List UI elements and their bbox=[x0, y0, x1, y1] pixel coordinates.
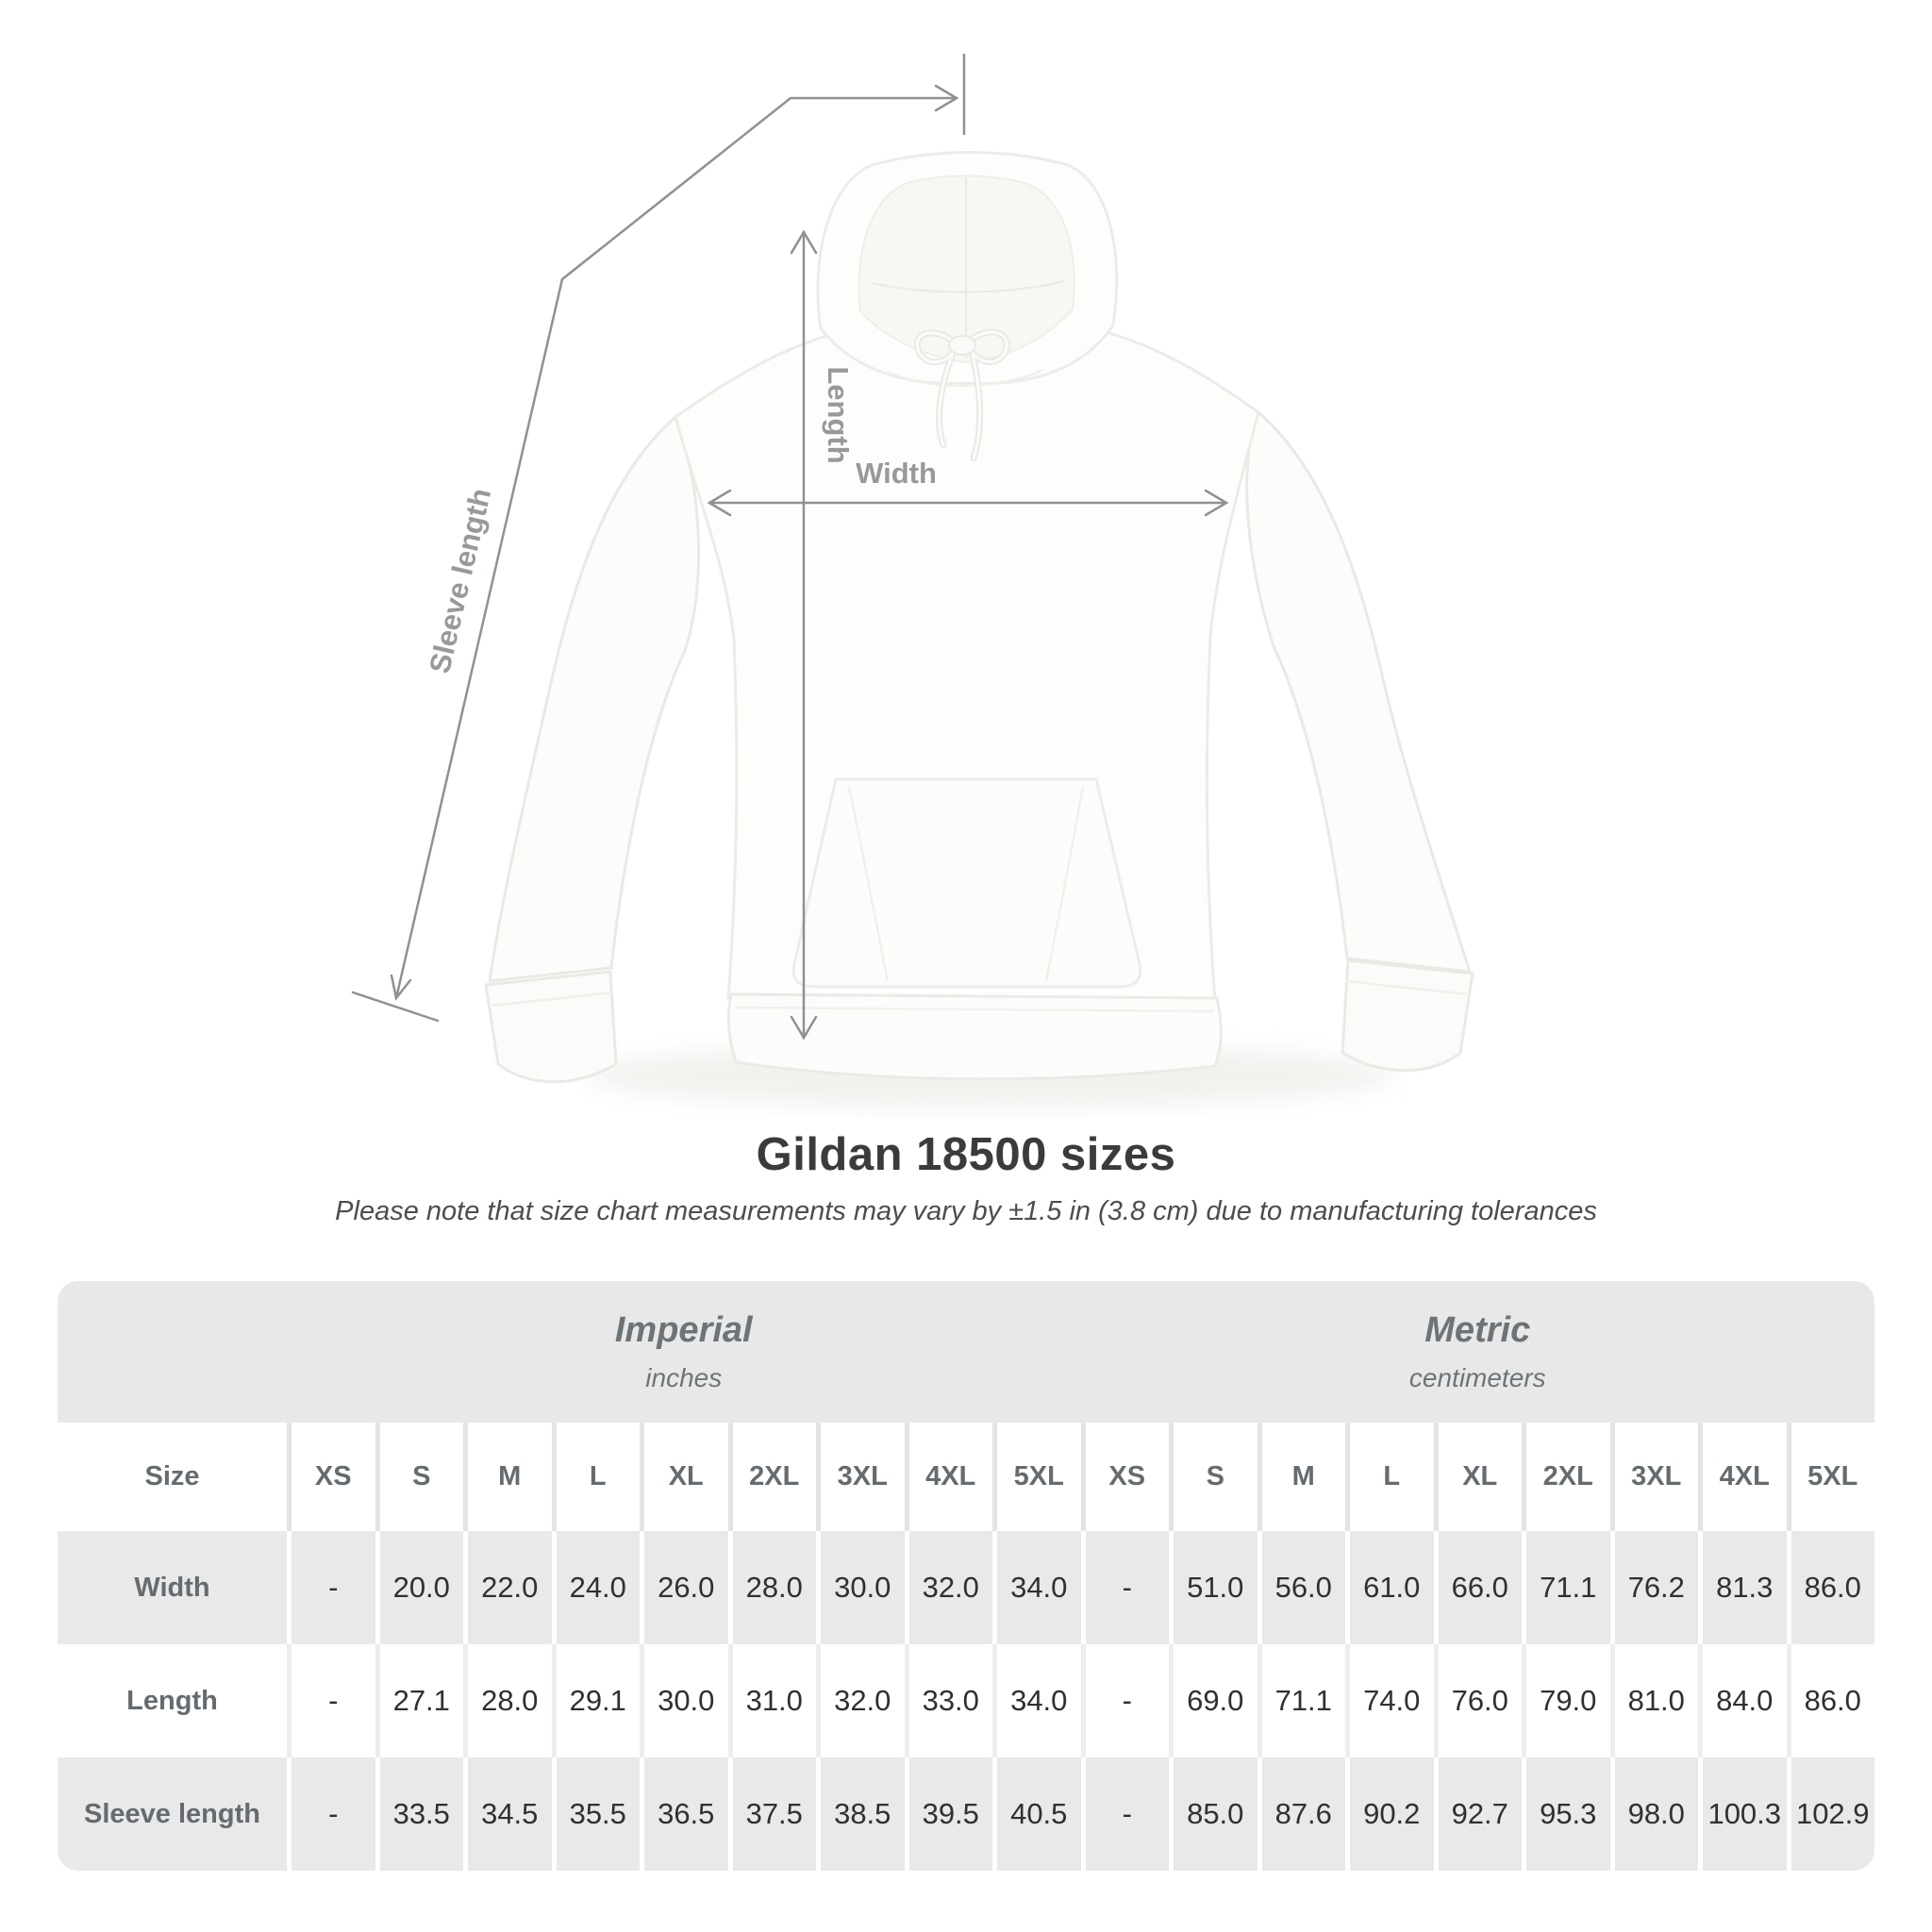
width-value-16: 81.3 bbox=[1698, 1531, 1787, 1644]
row-label-length: Length bbox=[126, 1685, 218, 1716]
column-header-3: L bbox=[552, 1423, 641, 1531]
length-value-16: 84.0 bbox=[1698, 1644, 1787, 1757]
length-value-8: 34.0 bbox=[992, 1644, 1081, 1757]
column-header-13: XL bbox=[1434, 1423, 1523, 1531]
column-header-row bbox=[58, 1423, 1874, 1531]
width-value-6: 30.0 bbox=[816, 1531, 905, 1644]
table-row-sleeve-length bbox=[58, 1757, 1874, 1871]
band-spacer bbox=[58, 1281, 287, 1423]
sleeve-length-value-14: 95.3 bbox=[1522, 1757, 1610, 1871]
column-header-11: M bbox=[1257, 1423, 1346, 1531]
sleeve-length-value-7: 39.5 bbox=[905, 1757, 993, 1871]
hoodie-right-sleeve bbox=[1247, 412, 1470, 972]
width-value-1: 20.0 bbox=[375, 1531, 464, 1644]
length-value-2: 28.0 bbox=[463, 1644, 552, 1757]
width-value-5: 28.0 bbox=[728, 1531, 817, 1644]
sleeve-length-value-2: 34.5 bbox=[463, 1757, 552, 1871]
sleeve-length-value-4: 36.5 bbox=[640, 1757, 728, 1871]
length-value-10: 69.0 bbox=[1169, 1644, 1257, 1757]
sleeve-length-value-11: 87.6 bbox=[1257, 1757, 1346, 1871]
sleeve-length-value-15: 98.0 bbox=[1610, 1757, 1699, 1871]
length-value-1: 27.1 bbox=[375, 1644, 464, 1757]
width-value-0: - bbox=[287, 1531, 375, 1644]
sleeve-length-value-5: 37.5 bbox=[728, 1757, 817, 1871]
row-label-width: Width bbox=[134, 1572, 210, 1603]
sleeve-length-value-10: 85.0 bbox=[1169, 1757, 1257, 1871]
column-header-1: S bbox=[375, 1423, 464, 1531]
length-value-9: - bbox=[1081, 1644, 1170, 1757]
imperial-label: Imperial bbox=[614, 1310, 753, 1350]
sleeve-length-value-9: - bbox=[1081, 1757, 1170, 1871]
length-value-3: 29.1 bbox=[552, 1644, 641, 1757]
width-value-12: 61.0 bbox=[1345, 1531, 1434, 1644]
column-header-2: M bbox=[463, 1423, 552, 1531]
width-value-8: 34.0 bbox=[992, 1531, 1081, 1644]
table-row-length bbox=[58, 1644, 1874, 1757]
sleeve-length-value-1: 33.5 bbox=[375, 1757, 464, 1871]
metric-label: Metric bbox=[1424, 1310, 1531, 1350]
column-header-16: 4XL bbox=[1698, 1423, 1787, 1531]
hoodie-pocket bbox=[793, 779, 1141, 987]
sleeve-length-label: Sleeve length bbox=[423, 485, 498, 676]
sleeve-length-value-12: 90.2 bbox=[1345, 1757, 1434, 1871]
length-label: Length bbox=[822, 366, 855, 464]
length-value-5: 31.0 bbox=[728, 1644, 817, 1757]
column-header-10: S bbox=[1169, 1423, 1257, 1531]
metric-group-header bbox=[1081, 1281, 1875, 1423]
column-header-15: 3XL bbox=[1610, 1423, 1699, 1531]
length-value-15: 81.0 bbox=[1610, 1644, 1699, 1757]
metric-unit: centimeters bbox=[1408, 1363, 1546, 1392]
sleeve-length-value-13: 92.7 bbox=[1434, 1757, 1523, 1871]
width-value-17: 86.0 bbox=[1787, 1531, 1875, 1644]
width-value-7: 32.0 bbox=[905, 1531, 993, 1644]
length-value-13: 76.0 bbox=[1434, 1644, 1523, 1757]
length-value-4: 30.0 bbox=[640, 1644, 728, 1757]
unit-group-header-row bbox=[58, 1281, 1874, 1423]
hoodie-left-cuff bbox=[486, 972, 616, 1082]
table-row-width bbox=[58, 1531, 1874, 1644]
width-value-2: 22.0 bbox=[463, 1531, 552, 1644]
title-block bbox=[0, 1128, 1932, 1227]
column-header-5: 2XL bbox=[728, 1423, 817, 1531]
column-header-6: 3XL bbox=[816, 1423, 905, 1531]
width-value-4: 26.0 bbox=[640, 1531, 728, 1644]
sleeve-length-value-6: 38.5 bbox=[816, 1757, 905, 1871]
length-value-11: 71.1 bbox=[1257, 1644, 1346, 1757]
tolerance-note: Please note that size chart measurements may vary by ±1.5 in (3.8 cm) due to manufacturing tolerances bbox=[335, 1196, 1597, 1226]
width-value-11: 56.0 bbox=[1257, 1531, 1346, 1644]
width-value-14: 71.1 bbox=[1522, 1531, 1610, 1644]
sleeve-length-value-0: - bbox=[287, 1757, 375, 1871]
length-value-7: 33.0 bbox=[905, 1644, 993, 1757]
column-header-9: XS bbox=[1081, 1423, 1170, 1531]
column-header-7: 4XL bbox=[905, 1423, 993, 1531]
sleeve-length-value-8: 40.5 bbox=[992, 1757, 1081, 1871]
hoodie-right-cuff bbox=[1342, 960, 1473, 1071]
column-header-17: 5XL bbox=[1787, 1423, 1875, 1531]
length-value-14: 79.0 bbox=[1522, 1644, 1610, 1757]
sleeve-length-value-3: 35.5 bbox=[552, 1757, 641, 1871]
hoodie-illustration bbox=[486, 153, 1473, 1108]
sleeve-length-value-17: 102.9 bbox=[1787, 1757, 1875, 1871]
imperial-group-header bbox=[287, 1281, 1081, 1423]
width-value-13: 66.0 bbox=[1434, 1531, 1523, 1644]
width-value-10: 51.0 bbox=[1169, 1531, 1257, 1644]
size-column-header: Size bbox=[144, 1461, 200, 1491]
width-value-9: - bbox=[1081, 1531, 1170, 1644]
row-label-sleeve-length: Sleeve length bbox=[84, 1798, 260, 1829]
column-header-12: L bbox=[1345, 1423, 1434, 1531]
column-header-8: 5XL bbox=[992, 1423, 1081, 1531]
column-header-4: XL bbox=[640, 1423, 728, 1531]
length-value-6: 32.0 bbox=[816, 1644, 905, 1757]
length-value-0: - bbox=[287, 1644, 375, 1757]
hoodie-left-sleeve bbox=[490, 417, 699, 981]
length-value-17: 86.0 bbox=[1787, 1644, 1875, 1757]
sleeve-length-value-16: 100.3 bbox=[1698, 1757, 1787, 1871]
column-header-14: 2XL bbox=[1522, 1423, 1610, 1531]
column-header-0: XS bbox=[287, 1423, 375, 1531]
width-value-3: 24.0 bbox=[552, 1531, 641, 1644]
width-label: Width bbox=[856, 457, 937, 490]
imperial-unit: inches bbox=[645, 1363, 723, 1392]
size-table bbox=[58, 1281, 1874, 1871]
length-value-12: 74.0 bbox=[1345, 1644, 1434, 1757]
page-title: Gildan 18500 sizes bbox=[756, 1129, 1176, 1180]
width-value-15: 76.2 bbox=[1610, 1531, 1699, 1644]
